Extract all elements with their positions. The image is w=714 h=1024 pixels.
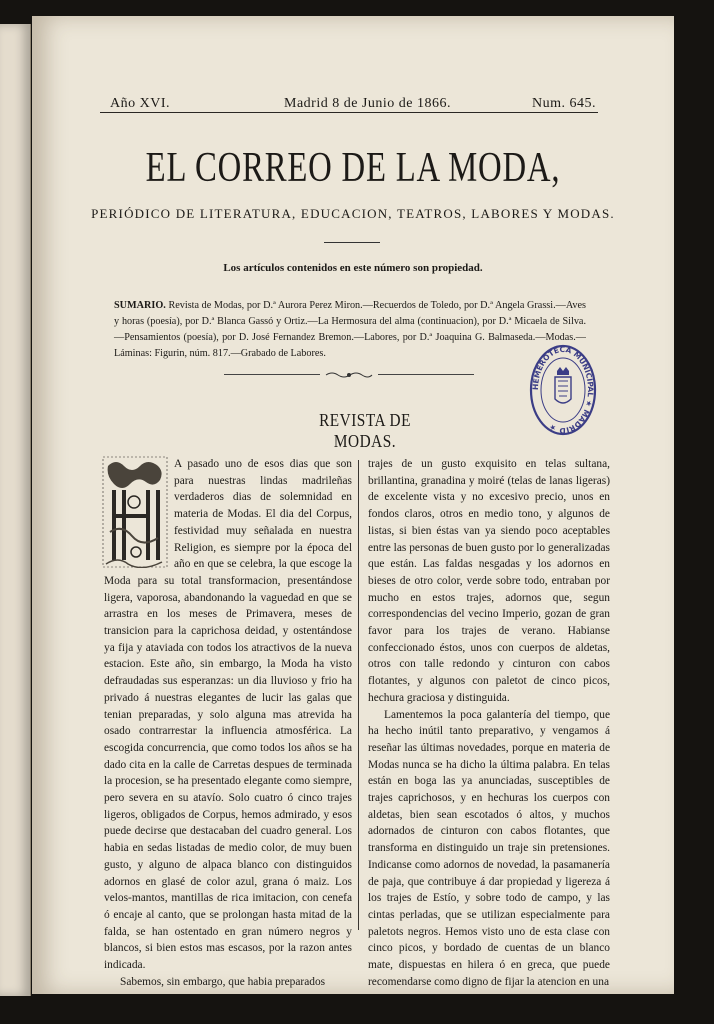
summary-text: Revista de Modas, por D.ª Aurora Perez Miron.—Recuerdos de Toledo, por D.ª Angela Grassi.—Aves y horas (poesía), por D.ª Blanca Gassó y Ortiz.—La Hermosura del alma (continuacion), por D.ª Micaela de Silva.—Pensamientos (poesía), por D. José Fernandez Bremon.—Labores, por D.ª Joaquina G. Balmaseda.—Modas.—Láminas: Figurin, núm. 817.—Grabado de Labores. bbox=[114, 300, 587, 359]
article-column-right bbox=[368, 456, 610, 991]
divider-line-right bbox=[378, 374, 474, 375]
paragraph-3: trajes de un gusto exquisito en telas sultana, brillantina, granadina y moiré (telas de lanas ligeras) de excelente vista y no excesivo precio, unos en fondos claros, otros en medio tono, y algunos de listas, si bien éstas van ya siendo poco aceptables entre las personas de buen gusto por lo generalizadas que están. Las faldas nesgadas y los adornos en bieses de otro color, verde sobre todo, entraban por mucho en estos trajes, adornos que, segun correspondencias del vecino Imperio, gozan de gran favor para los trajes de verano. Habianse confeccionado éstos, unos con cuerpos de aldetas, otros con talle redondo y cinturon con cabos flotantes, y algunos con paletot de cinco picos, hechura graciosa y distinguida. bbox=[368, 458, 610, 704]
header-rule bbox=[100, 112, 598, 113]
masthead-subtitle: PERIÓDICO DE LITERATURA, EDUCACION, TEATROS, LABORES Y MODAS. bbox=[91, 206, 615, 221]
previous-page-edge bbox=[0, 24, 31, 996]
masthead-title: EL CORREO DE LA MODA, bbox=[145, 145, 561, 191]
divider-line-left bbox=[224, 374, 320, 375]
column-divider bbox=[358, 460, 359, 930]
paragraph-1: A pasado uno de esos dias que son para nuestras lindas madrileñas verdaderos dias de solemnidad en materia de Modas. El dia del Corpus, festividad muy señalada en nuestra Religion, es siempre por la época del año en que se celebra, la que escoge la Moda para su total transformacion, presentándose ligera, vaporosa, abandonando la vaguedad en que se arrastra en los meses de Primavera, meses de transicion para la caprichosa deidad, y ostentándose ya fija y ataviada con todos los atractivos de la nueva estacion. Este año, sin embargo, la Moda ha visto defraudadas sus esperanzas: un dia lluvioso y frio ha privado á nuestras elegantes de lucir las galas que tenian preparadas, y solo alguna mas atrevida ha osado contrarrestar la influencia atmosférica. La escogida concurrencia, que como todos los años se ha dado cita en la calle de Carretas despues de terminada la procesion, se ha presentado elegante como siempre, pero severa en su atavío. Solo cuatro ó cinco trajes ligeros, obligados de Corpus, hemos admirado, y esos puede decirse que destacaban del cuadro general. Los habia en sedas listadas de medio color, de muy buen gusto, y alguno de alpaca blanco con distinguidos adornos en glasé de color azul, grana ó maiz. Los velos-mantos, mantillas de rica imitacion, con cenefa ó encaje al canto, que se prolongan hasta mitad de la falda, se han ostentado en gran número negros y blancos, si bien estos mas escasos, por la razon antes indicada. bbox=[104, 458, 352, 972]
property-note: Los artículos contenidos en este número son propiedad. bbox=[223, 262, 483, 274]
ornamental-divider bbox=[224, 370, 474, 380]
newspaper-page bbox=[32, 16, 674, 994]
paragraph-4: Lamentemos la poca galantería del tiempo, que ha hecho inútil tanto preparativo, y vengamos á reseñar las últimas novedades, porque en materia de Modas nunca se ha dicho la última palabra. En telas están en boga las ya anunciadas, susceptibles de trajes caprichosos, y en hechuras los cuerpos con aldetas, bien sean escotados ó altos, y muchos adornados de cinturon con cabos flotantes, que transforma en distinguido un traje sin pretensiones. Indicanse como adornos de novedad, la pasamanería de paja, que contribuye á dar propiedad y ligereza á los trajes de Estío, y sobre todo de campo, y las cintas perladas, que se utilizan especialmente para paletots negros. Hemos visto uno de esta clase con cinco picos, y bordado de cuentas de un blanco mate, dispuestas en hilera ó en greca, que puede recomendarse como digno de fijar la atencion en una bbox=[368, 708, 610, 988]
svg-text:HEMEROTECA MUNICIPAL ★ MADRID: HEMEROTECA MUNICIPAL ★ MADRID ★ bbox=[530, 344, 596, 436]
article-column-left bbox=[104, 456, 352, 991]
paragraph-2: Sabemos, sin embargo, que habia preparados bbox=[120, 975, 326, 988]
section-title: REVISTA DE MODAS. bbox=[319, 410, 411, 451]
issue-number: Num. 645. bbox=[532, 96, 596, 111]
summary-block bbox=[114, 298, 586, 362]
decorative-initial-h-icon bbox=[102, 456, 168, 568]
library-stamp bbox=[528, 343, 598, 437]
divider-ornament-icon bbox=[324, 370, 374, 380]
summary-label: SUMARIO. bbox=[114, 300, 166, 311]
issue-date: Madrid 8 de Junio de 1866. bbox=[284, 96, 451, 111]
page-header bbox=[32, 92, 674, 120]
masthead-rule bbox=[324, 242, 380, 243]
issue-year: Año XVI. bbox=[110, 96, 170, 111]
